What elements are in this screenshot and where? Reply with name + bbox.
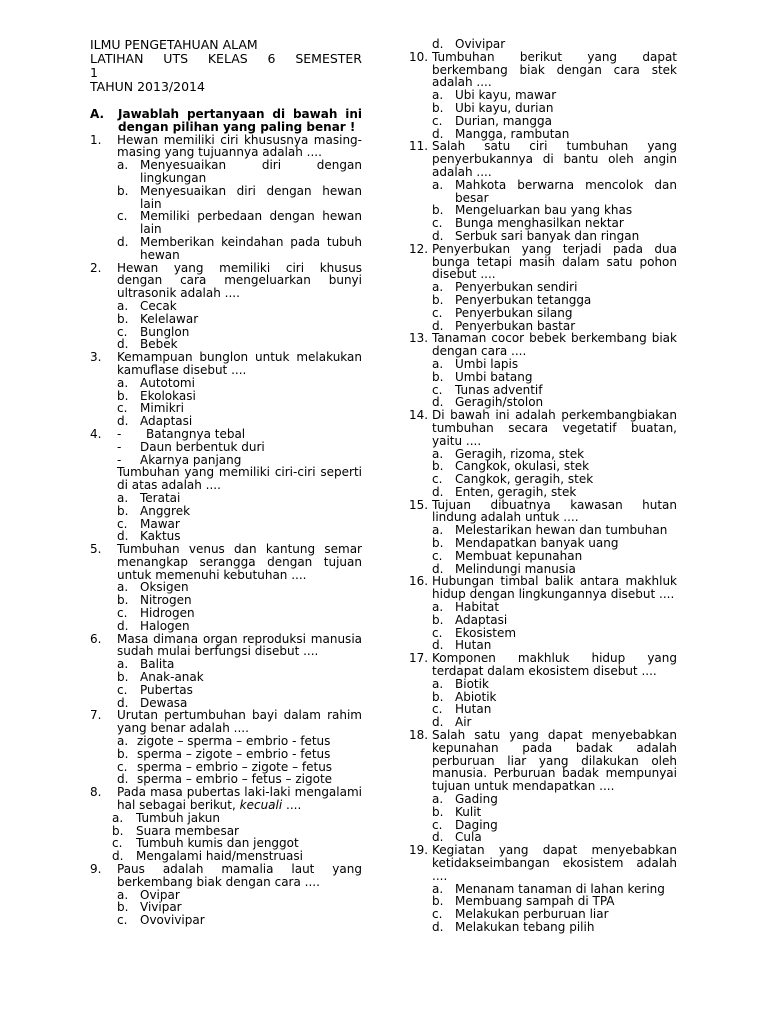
option-a: a. Gading bbox=[432, 792, 498, 807]
question-15: 15. Tujuan dibuatnya kawasan hutan lindung adalah untuk .... a. Melestarikan hewan dan tumbuhan b. Mendapatkan banyak uang c. Membuat kepunahan d. Melindungi manusia bbox=[409, 497, 677, 576]
option-a: a. Mahkota berwarna mencolok dan besar bbox=[432, 177, 677, 205]
option-b: b. Abiotik bbox=[432, 689, 497, 704]
question-text: Hewan yang memiliki ciri khusus dengan cara mengeluarkan bunyi ultrasonik adalah .... bbox=[117, 260, 362, 301]
option-b: b. Cangkok, okulasi, stek bbox=[432, 459, 590, 474]
question-text: Salah satu yang dapat menyebabkan kepunahan pada badak adalah perburuan liar yang dilakukan oleh manusia. Perburuan badak mempunyai tujuan untuk mendapatkan .... bbox=[432, 728, 677, 794]
option-a: a. Teratai bbox=[117, 490, 181, 505]
option-d: d. Ovivipar bbox=[432, 37, 506, 51]
school-year: TAHUN 2013/2014 bbox=[90, 79, 205, 94]
option-a: a. Penyerbukan sendiri bbox=[432, 280, 578, 295]
question-2: 2. Hewan yang memiliki ciri khusus dengan cara mengeluarkan bunyi ultrasonik adalah .... a. Cecak b. Kelelawar c. Bunglon d. Bebek bbox=[90, 260, 362, 352]
option-d: d. Adaptasi bbox=[117, 414, 193, 429]
question-18: 18. Salah satu yang dapat menyebabkan kepunahan pada badak adalah perburuan liar yang dilakukan oleh manusia. Perburuan badak mempunyai tujuan untuk mendapatkan .... a. Gading b. Kulit c. Daging d. Cula bbox=[409, 728, 677, 845]
option-c: c. Durian, mangga bbox=[432, 113, 552, 128]
question-text: Tumbuhan yang memiliki ciri-ciri seperti di atas adalah .... bbox=[117, 465, 362, 493]
subject-title: ILMU PENGETAHUAN ALAM bbox=[90, 37, 258, 52]
option-b: b. Mendapatkan banyak uang bbox=[432, 536, 619, 551]
option-a: a. Melestarikan hewan dan tumbuhan bbox=[432, 523, 668, 538]
option-a: a. Ovipar bbox=[117, 887, 180, 902]
question-4: 4. - Batangnya tebal - Daun berbentuk duri - Akarnya panjang bbox=[90, 428, 362, 466]
option-d: d. Bebek bbox=[117, 337, 178, 352]
question-16: 16. Hubungan timbal balik antara makhluk hidup dengan lingkungannya disebut .... a. Habitat b. Adaptasi c. Ekosistem d. Hutan bbox=[409, 574, 677, 653]
question-text: Hewan memiliki ciri khususnya masing-masing yang tujuannya adalah .... bbox=[117, 132, 362, 160]
option-d: d. Mengalami haid/menstruasi bbox=[112, 849, 303, 864]
question-9-continued bbox=[409, 38, 677, 51]
question-text: Masa dimana organ reproduksi manusia sudah mulai berfungsi disebut .... bbox=[117, 631, 362, 659]
option-c: c. Tumbuh kumis dan jenggot bbox=[112, 836, 299, 851]
question-1: 1. Hewan memiliki ciri khususnya masing-masing yang tujuannya adalah .... a. Menyesuaikan diri dengan lingkungan b. Menyesuaikan diri dengan hewan lain c. Memiliki perbedaan dengan hewan lain d. Memberikan keindahan pada tubuh hewan bbox=[90, 132, 362, 262]
option-d: d. Melakukan tebang pilih bbox=[432, 919, 595, 934]
option-c: c. Memiliki perbedaan dengan hewan lain bbox=[117, 209, 362, 237]
option-b: b. sperma – zigote – embrio - fetus bbox=[117, 746, 331, 761]
question-text: Di bawah ini adalah perkembangbiakan tumbuhan secara vegetatif buatan, yaitu .... bbox=[432, 408, 677, 448]
option-b: b. Vivipar bbox=[117, 900, 182, 915]
option-d: d. Enten, geragih, stek bbox=[432, 484, 577, 499]
question-4-body bbox=[90, 466, 362, 543]
option-a: a. Oksigen bbox=[117, 580, 189, 595]
option-d: d. Mangga, rambutan bbox=[432, 126, 570, 141]
option-c: c. Daging bbox=[432, 817, 498, 832]
option-a: a. Habitat bbox=[432, 600, 500, 615]
option-d: d. Penyerbukan bastar bbox=[432, 318, 576, 333]
question-11: 11. Salah satu ciri tumbuhan yang penyerbukannya di bantu oleh angin adalah .... a. Mahkota berwarna mencolok dan besar b. Mengeluarkan bau yang khas c. Bunga menghasilkan nektar d. Serbuk sari banyak dan ringan bbox=[409, 139, 677, 243]
option-b: b. Menyesuaikan diri dengan hewan lain bbox=[117, 183, 362, 211]
question-text: Salah satu ciri tumbuhan yang penyerbukannya di bantu oleh angin adalah .... bbox=[432, 139, 677, 179]
left-column bbox=[90, 38, 362, 927]
question-9: 9. Paus adalah mamalia laut yang berkembang biak dengan cara .... a. Ovipar b. Vivipar c. Ovovivipar bbox=[90, 862, 362, 928]
option-d: d. Serbuk sari banyak dan ringan bbox=[432, 228, 640, 243]
question-12: 12. Penyerbukan yang terjadi pada dua bunga tetapi masih dalam satu pohon disebut .... a. Penyerbukan sendiri b. Penyerbukan tetangga c. Penyerbukan silang d. Penyerbukan bastar bbox=[409, 241, 677, 333]
option-b: b. Adaptasi bbox=[432, 612, 508, 627]
option-a: a. Balita bbox=[117, 657, 175, 672]
feature-bullet: - Daun berbentuk duri bbox=[117, 439, 265, 454]
right-column bbox=[409, 38, 677, 934]
option-c: c. Ekosistem bbox=[432, 625, 517, 640]
exam-title: LATIHAN UTS KELAS 6 SEMESTER bbox=[90, 51, 362, 66]
option-b: b. Suara membesar bbox=[112, 823, 239, 838]
option-b: b. Penyerbukan tetangga bbox=[432, 292, 592, 307]
option-d: d. sperma – embrio – fetus – zigote bbox=[117, 772, 333, 787]
question-text: Komponen makhluk hidup yang terdapat dalam ekosistem disebut .... bbox=[432, 651, 677, 679]
option-c: c. Ovovivipar bbox=[117, 913, 205, 928]
option-b: b. Mengeluarkan bau yang khas bbox=[432, 203, 633, 218]
question-17: 17. Komponen makhluk hidup yang terdapat dalam ekosistem disebut .... a. Biotik b. Abiotik c. Hutan d. Air bbox=[409, 651, 677, 730]
section-instruction: A. Jawablah pertanyaan di bawah ini dengan pilihan yang paling benar ! bbox=[90, 107, 362, 134]
question-text: Pada masa pubertas laki-laki mengalami hal sebagai berikut, kecuali .... bbox=[117, 785, 362, 813]
question-6: 6. Masa dimana organ reproduksi manusia sudah mulai berfungsi disebut .... a. Balita b. Anak-anak c. Pubertas d. Dewasa bbox=[90, 631, 362, 710]
question-8: 8. Pada masa pubertas laki-laki mengalami hal sebagai berikut, kecuali .... bbox=[90, 785, 362, 813]
option-c: c. Melakukan perburuan liar bbox=[432, 907, 609, 922]
option-b: b. Umbi batang bbox=[432, 369, 533, 384]
question-text: Kemampuan bunglon untuk melakukan kamuflase disebut .... bbox=[117, 350, 362, 377]
option-d: d. Memberikan keindahan pada tubuh hewan bbox=[117, 234, 362, 262]
option-c: c. Cangkok, geragih, stek bbox=[432, 472, 594, 487]
question-text: Penyerbukan yang terjadi pada dua bunga tetapi masih dalam satu pohon disebut .... bbox=[432, 241, 677, 282]
option-b: b. Anggrek bbox=[117, 503, 191, 518]
question-5: 5. Tumbuhan venus dan kantung semar menangkap serangga dengan tujuan untuk memenuhi kebutuhan .... a. Oksigen b. Nitrogen c. Hidrogen d. Halogen bbox=[90, 542, 362, 633]
option-b: b. Anak-anak bbox=[117, 670, 204, 685]
emphasis-kecuali: kecuali bbox=[239, 798, 283, 813]
option-a: a. Ubi kayu, mawar bbox=[432, 88, 557, 103]
option-b: b. Membuang sampah di TPA bbox=[432, 894, 615, 909]
question-text: Hubungan timbal balik antara makhluk hidup dengan lingkungannya disebut .... bbox=[432, 574, 677, 602]
question-text: Tumbuhan berikut yang dapat berkembang biak dengan cara stek adalah .... bbox=[432, 49, 677, 90]
question-text: Tujuan dibuatnya kawasan hutan lindung adalah untuk .... bbox=[432, 497, 677, 525]
option-c: c. Mawar bbox=[117, 516, 180, 531]
semester-number: 1 bbox=[90, 65, 98, 80]
option-d: d. Hutan bbox=[432, 638, 492, 653]
option-a: a. Umbi lapis bbox=[432, 356, 519, 371]
option-a: a. Tumbuh jakun bbox=[112, 810, 220, 825]
option-b: b. Kelelawar bbox=[117, 311, 199, 326]
option-c: c. Membuat kepunahan bbox=[432, 548, 583, 563]
option-d: d. Cula bbox=[432, 830, 482, 845]
question-text: Urutan pertumbuhan bayi dalam rahim yang benar adalah .... bbox=[117, 708, 362, 736]
option-a: a. Geragih, rizoma, stek bbox=[432, 446, 585, 461]
option-a: a. Menyesuaikan diri dengan lingkungan bbox=[117, 158, 362, 185]
option-c: c. Tunas adventif bbox=[432, 382, 543, 397]
question-13: 13. Tanaman cocor bebek berkembang biak dengan cara .... a. Umbi lapis b. Umbi batang c. Tunas adventif d. Geragih/stolon bbox=[409, 331, 677, 410]
question-19: 19. Kegiatan yang dapat menyebabkan ketidakseimbangan ekosistem adalah .... a. Menanam tanaman di lahan kering b. Membuang sampah di TPA c. Melakukan perburuan liar d. Melakukan tebang pilih bbox=[409, 843, 677, 934]
question-3: 3. Kemampuan bunglon untuk melakukan kamuflase disebut .... a. Autotomi b. Ekolokasi c. Mimikri d. Adaptasi bbox=[90, 350, 362, 429]
option-d: d. Melindungi manusia bbox=[432, 561, 576, 576]
option-c: c. Hutan bbox=[432, 702, 492, 717]
option-d: d. Halogen bbox=[117, 618, 190, 633]
option-a: a. zigote – sperma – embrio - fetus bbox=[117, 734, 331, 749]
option-d: d. Geragih/stolon bbox=[432, 395, 544, 410]
option-a: a. Autotomi bbox=[117, 375, 195, 390]
question-7: 7. Urutan pertumbuhan bayi dalam rahim yang benar adalah .... a. zigote – sperma – embrio - fetus b. sperma – zigote – embrio - fetus c. sperma – embrio – zigote – fetus d. sperma – embrio – fetus – zigote bbox=[90, 708, 362, 787]
question-text: Paus adalah mamalia laut yang berkembang biak dengan cara .... bbox=[117, 862, 362, 889]
option-b: b. Nitrogen bbox=[117, 593, 192, 608]
option-c: c. Pubertas bbox=[117, 682, 193, 697]
option-b: b. Kulit bbox=[432, 804, 482, 819]
option-c: c. Mimikri bbox=[117, 401, 184, 416]
question-text: Tanaman cocor bebek berkembang biak dengan cara .... bbox=[432, 331, 677, 359]
option-a: a. Menanam tanaman di lahan kering bbox=[432, 881, 665, 896]
option-d: d. Air bbox=[432, 715, 472, 730]
question-14: 14. Di bawah ini adalah perkembangbiakan tumbuhan secara vegetatif buatan, yaitu .... a. Geragih, rizoma, stek b. Cangkok, okulasi, stek c. Cangkok, geragih, stek d. Enten, geragih, stek bbox=[409, 408, 677, 499]
option-c: c. Penyerbukan silang bbox=[432, 305, 573, 320]
option-c: c. Bunglon bbox=[117, 324, 190, 339]
question-8-options bbox=[90, 812, 362, 863]
option-d: d. Dewasa bbox=[117, 695, 188, 710]
document-header bbox=[90, 38, 362, 94]
question-text: Tumbuhan venus dan kantung semar menangkap serangga dengan tujuan untuk memenuhi kebutuhan .... bbox=[117, 542, 362, 582]
option-b: b. Ekolokasi bbox=[117, 388, 196, 403]
option-c: c. Bunga menghasilkan nektar bbox=[432, 216, 624, 231]
option-d: d. Kaktus bbox=[117, 529, 181, 544]
feature-bullet: - Batangnya tebal bbox=[117, 426, 246, 441]
option-c: c. Hidrogen bbox=[117, 606, 195, 621]
question-text: Kegiatan yang dapat menyebabkan ketidakseimbangan ekosistem adalah .... bbox=[432, 843, 677, 883]
option-b: b. Ubi kayu, durian bbox=[432, 100, 554, 115]
option-c: c. sperma – embrio – zigote – fetus bbox=[117, 759, 333, 774]
option-a: a. Cecak bbox=[117, 298, 177, 313]
feature-bullet: - Akarnya panjang bbox=[117, 452, 242, 467]
option-a: a. Biotik bbox=[432, 676, 489, 691]
question-10: 10. Tumbuhan berikut yang dapat berkembang biak dengan cara stek adalah .... a. Ubi kayu, mawar b. Ubi kayu, durian c. Durian, mangga d. Mangga, rambutan bbox=[409, 49, 677, 141]
